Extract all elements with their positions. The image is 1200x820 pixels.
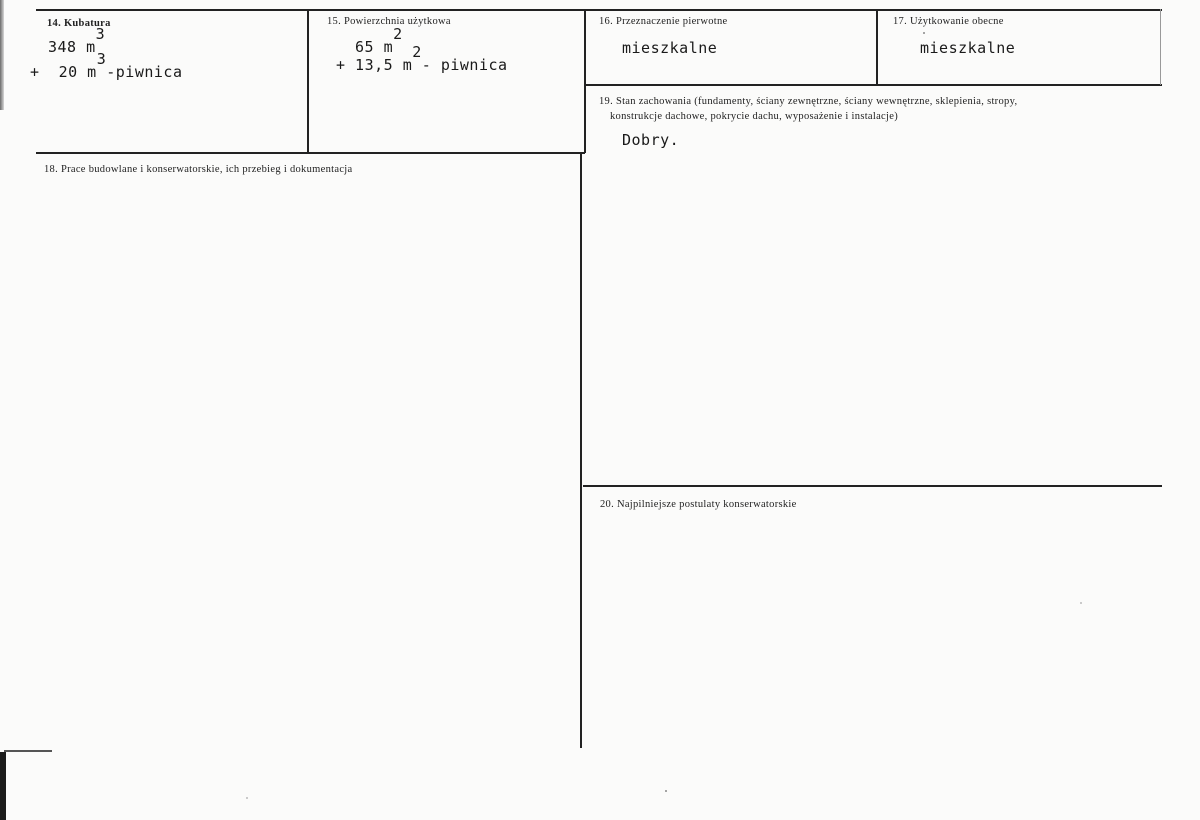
scan-edge-shadow: [0, 0, 4, 110]
scan-edge-mark: [4, 750, 52, 752]
field15-cellar-suffix: - piwnica: [421, 56, 508, 74]
field14-volume-exponent: 3: [95, 25, 106, 43]
scan-speck: [246, 797, 248, 799]
field14-volume: 348 m: [48, 38, 96, 56]
field15-value-line1: [355, 25, 403, 56]
field19-bottom-border: [583, 485, 1162, 487]
scan-edge-dark: [0, 752, 6, 820]
field16-value: mieszkalne: [622, 39, 718, 57]
field14-cellar-suffix: -piwnica: [106, 63, 183, 81]
field14-value-line2: [30, 50, 183, 81]
field16-right-border: [876, 9, 878, 85]
field15-label: 15. Powierzchnia użytkowa: [327, 16, 451, 27]
scan-speck: [1080, 602, 1082, 604]
row1-bottom-border-left: [36, 152, 585, 154]
field17-value: mieszkalne: [920, 39, 1016, 57]
right-edge-top: [1160, 9, 1161, 85]
field19-label-line2: konstrukcje dachowe, pokrycie dachu, wyposażenie i instalacje): [610, 111, 898, 122]
field19-label-line1: 19. Stan zachowania (fundamenty, ściany zewnętrzne, ściany wewnętrzne, sklepienia, stropy,: [599, 96, 1018, 107]
center-divider-upper: [584, 9, 586, 153]
field17-label: 17. Użytkowanie obecne: [893, 16, 1004, 27]
stray-mark: [923, 32, 925, 34]
field18-label: 18. Prace budowlane i konserwatorskie, ich przebieg i dokumentacja: [44, 164, 353, 175]
field14-label: 14. Kubatura: [47, 18, 111, 29]
field14-cellar-volume: + 20 m: [30, 63, 97, 81]
field15-cellar-exponent: 2: [412, 43, 422, 61]
center-divider-lower: [580, 152, 582, 748]
field14-cellar-exponent: 3: [96, 50, 107, 68]
field19-value: Dobry.: [622, 131, 680, 149]
field16-label: 16. Przeznaczenie pierwotne: [599, 16, 728, 27]
top-border: [36, 9, 1162, 11]
field14-right-border: [307, 9, 309, 153]
scan-speck: [665, 790, 667, 792]
row1-bottom-border-right: [585, 84, 1162, 86]
field15-cellar-area: + 13,5 m: [336, 56, 413, 74]
field20-label: 20. Najpilniejsze postulaty konserwatorskie: [600, 499, 797, 510]
field15-area-exponent: 2: [393, 25, 403, 43]
field15-area: 65 m: [355, 38, 394, 56]
